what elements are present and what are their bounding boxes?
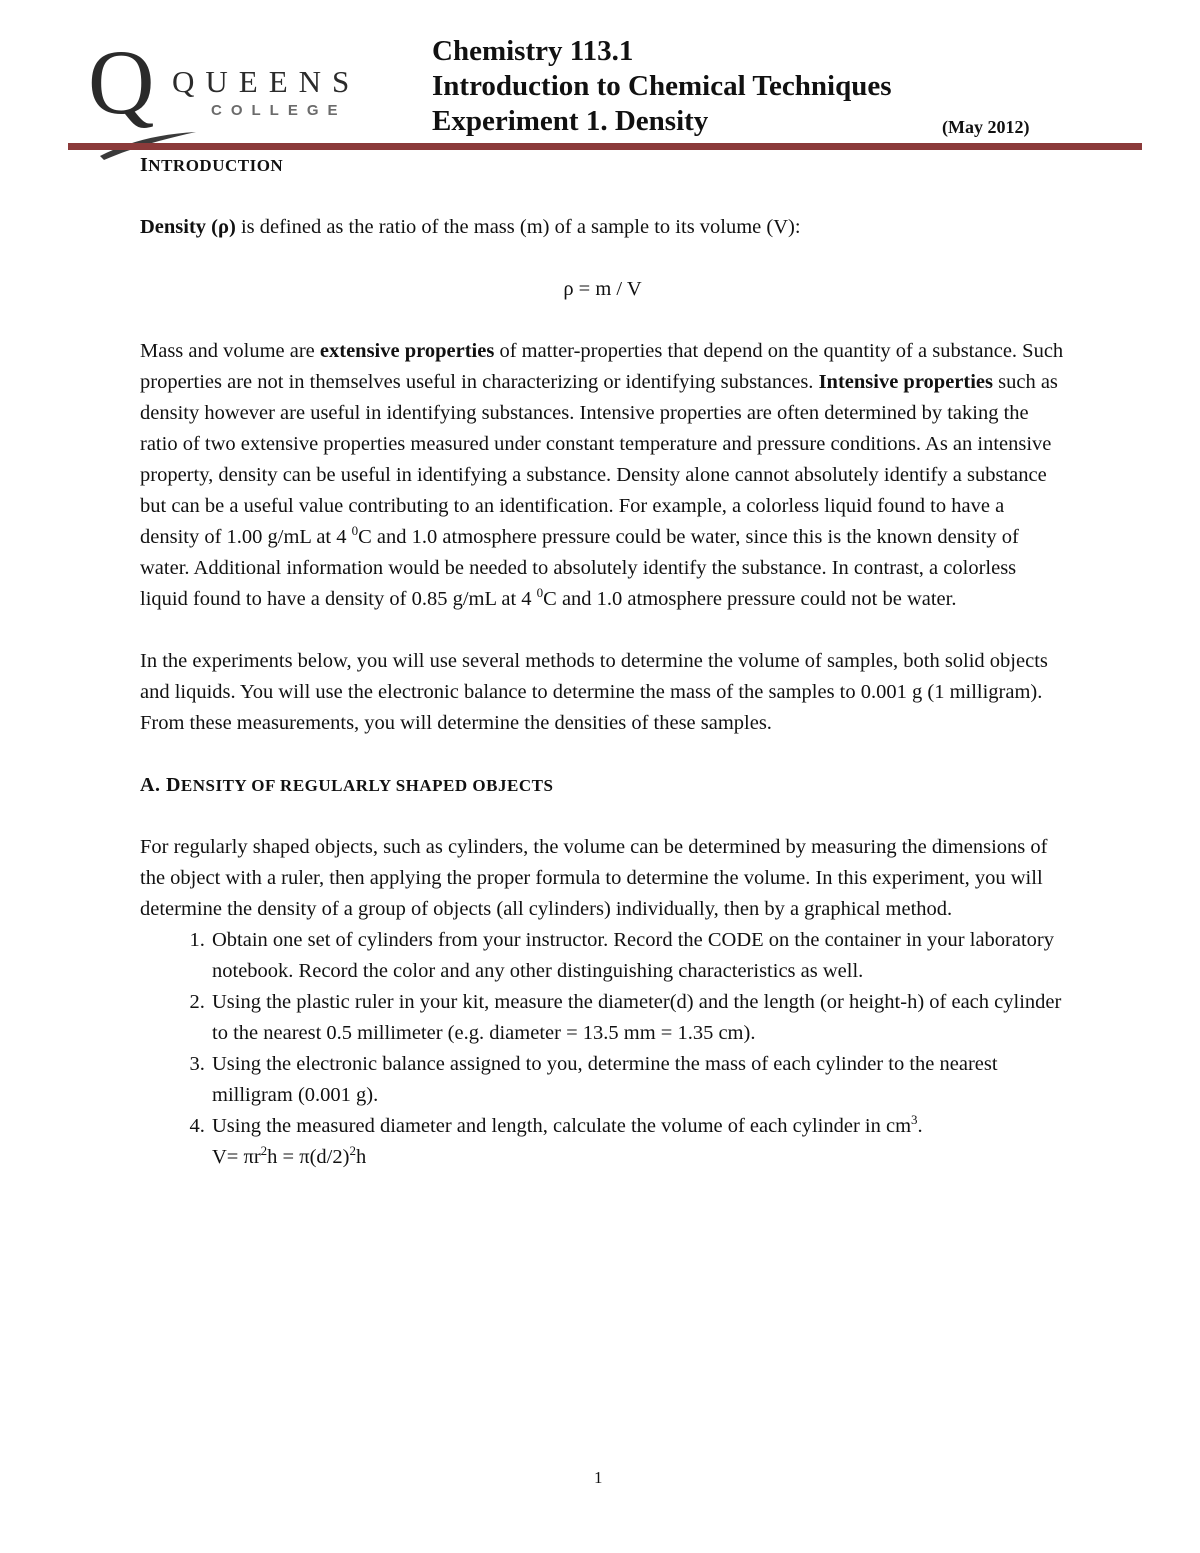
section-a-heading: A. DENSITY OF REGULARLY SHAPED OBJECTS <box>140 774 554 796</box>
procedure-steps <box>140 925 1065 1173</box>
section-a-paragraph: For regularly shaped objects, such as cylinders, the volume can be determined by measuring the dimensions of the object with a ruler, then applying the proper formula to determine the volume. In this experiment, you will determine the density of a group of objects (all cylinders) individually, then by a graphical method. <box>140 836 1048 920</box>
logo-q-letter: Q <box>88 31 155 133</box>
density-definition: Density (ρ) is defined as the ratio of the mass (m) of a sample to its volume (V): <box>140 216 801 238</box>
logo-queens-text: QUEENS <box>172 64 361 99</box>
introduction-heading: INTRODUCTION <box>140 154 284 176</box>
intro-paragraph-1: Mass and volume are extensive properties of matter-properties that depend on the quantity of a substance. Such properties are not in themselves useful in characterizing or identifying substances. Intensive properties such as density however are useful in identifying substances. Intensive properties are often determined by taking the ratio of two extensive properties measured under constant temperature and pressure conditions. As an intensive property, density can be useful in identifying a substance. Density alone cannot absolutely identify a substance but can be a useful value contributing to an identification. For example, a colorless liquid found to have a density of 1.00 g/mL at 4 $^0$C and 1.0 atmosphere pressure could be water, since this is the known density of water. Additional information would be needed to absolutely identify the substance. In contrast, a colorless liquid found to have a density of 0.85 g/mL at 4 $^0$C and 1.0 atmosphere pressure could not be water. <box>140 340 1064 610</box>
list-item: 2. Using the plastic ruler in your kit, measure the diameter(d) and the length (or height-h) of each cylinder to the nearest 0.5 millimeter (e.g. diameter = 13.5 mm = 1.35 cm). <box>210 987 1065 1049</box>
page-number: 1 <box>594 1468 603 1487</box>
queens-college-logo <box>88 31 388 140</box>
course-subtitle: Introduction to Chemical Techniques <box>432 70 892 102</box>
header-divider <box>68 143 1142 150</box>
document-body <box>140 150 1065 1173</box>
list-item: 3. Using the electronic balance assigned to you, determine the mass of each cylinder to the nearest milligram (0.001 g). <box>210 1049 1065 1111</box>
density-formula: ρ = m / V <box>563 278 642 300</box>
cylinder-volume-formula: $V= \pi r^2h = \pi(d/2)^2h$ <box>212 1143 367 1168</box>
experiment-title: Experiment 1. Density <box>432 105 709 137</box>
list-item: 4. Using the measured diameter and length, calculate the volume of each cylinder in $cm^3$. $V= \pi r^2h = \pi(d/2)^2h$ <box>210 1111 1065 1173</box>
intro-paragraph-2: In the experiments below, you will use several methods to determine the volume of samples, both solid objects and liquids. You will use the electronic balance to determine the mass of the samples to 0.001 g (1 milligram). From these measurements, you will determine the densities of these samples. <box>140 650 1048 734</box>
course-title: Chemistry 113.1 <box>432 35 634 67</box>
document-date: (May 2012) <box>942 117 1030 137</box>
list-item: 1. Obtain one set of cylinders from your instructor. Record the CODE on the container in your laboratory notebook. Record the color and any other distinguishing characteristics as well. <box>210 925 1065 987</box>
logo-college-text: COLLEGE <box>211 102 347 119</box>
